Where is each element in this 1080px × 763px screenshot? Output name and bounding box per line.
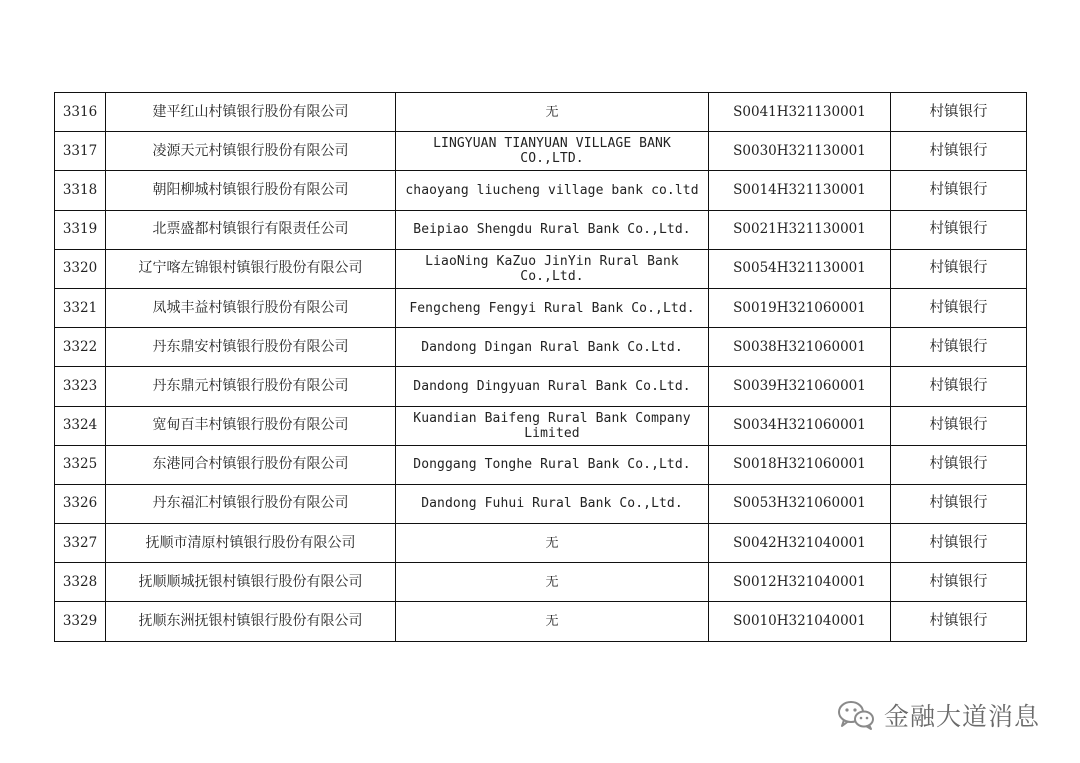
row-number-cell: 3326 — [55, 484, 106, 523]
institution-code-cell: S0039H321060001 — [709, 367, 891, 406]
table-row — [55, 328, 1027, 367]
institution-type-cell: 村镇银行 — [891, 406, 1027, 445]
table-row — [55, 93, 1027, 132]
english-name-cell: Kuandian Baifeng Rural Bank Company Limited — [396, 406, 709, 445]
table-row — [55, 132, 1027, 171]
institution-type-cell: 村镇银行 — [891, 484, 1027, 523]
bank-name-cell: 丹东鼎元村镇银行股份有限公司 — [106, 367, 396, 406]
institution-code-cell: S0041H321130001 — [709, 93, 891, 132]
institution-type-cell: 村镇银行 — [891, 132, 1027, 171]
institution-type-cell: 村镇银行 — [891, 210, 1027, 249]
table-row — [55, 406, 1027, 445]
bank-name-cell: 抚顺顺城抚银村镇银行股份有限公司 — [106, 563, 396, 602]
institution-code-cell: S0019H321060001 — [709, 288, 891, 327]
english-name-cell: 无 — [396, 524, 709, 563]
english-name-cell: 无 — [396, 93, 709, 132]
english-name-cell: Dandong Dingan Rural Bank Co.Ltd. — [396, 328, 709, 367]
row-number-cell: 3325 — [55, 445, 106, 484]
institution-code-cell: S0012H321040001 — [709, 563, 891, 602]
bank-name-cell: 凤城丰益村镇银行股份有限公司 — [106, 288, 396, 327]
row-number-cell: 3323 — [55, 367, 106, 406]
table-row — [55, 249, 1027, 288]
english-name-cell: chaoyang liucheng village bank co.ltd — [396, 171, 709, 210]
institution-type-cell: 村镇银行 — [891, 367, 1027, 406]
english-name-cell: Dandong Dingyuan Rural Bank Co.Ltd. — [396, 367, 709, 406]
table-row — [55, 367, 1027, 406]
institution-code-cell: S0042H321040001 — [709, 524, 891, 563]
english-name-cell: 无 — [396, 602, 709, 641]
bank-name-cell: 宽甸百丰村镇银行股份有限公司 — [106, 406, 396, 445]
table-row — [55, 171, 1027, 210]
institution-code-cell: S0034H321060001 — [709, 406, 891, 445]
institution-type-cell: 村镇银行 — [891, 524, 1027, 563]
watermark-text: 金融大道消息 — [884, 702, 1041, 731]
institution-type-cell: 村镇银行 — [891, 328, 1027, 367]
english-name-cell: Dandong Fuhui Rural Bank Co.,Ltd. — [396, 484, 709, 523]
english-name-cell: LiaoNing KaZuo JinYin Rural Bank Co.,Ltd. — [396, 249, 709, 288]
table-row — [55, 445, 1027, 484]
bank-name-cell: 东港同合村镇银行股份有限公司 — [106, 445, 396, 484]
row-number-cell: 3316 — [55, 93, 106, 132]
bank-name-cell: 抚顺市清原村镇银行股份有限公司 — [106, 524, 396, 563]
english-name-cell: Fengcheng Fengyi Rural Bank Co.,Ltd. — [396, 288, 709, 327]
institution-code-cell: S0054H321130001 — [709, 249, 891, 288]
bank-name-cell: 抚顺东洲抚银村镇银行股份有限公司 — [106, 602, 396, 641]
table-row — [55, 210, 1027, 249]
row-number-cell: 3317 — [55, 132, 106, 171]
table-row — [55, 484, 1027, 523]
watermark — [836, 696, 1040, 734]
bank-name-cell: 北票盛都村镇银行有限责任公司 — [106, 210, 396, 249]
institution-code-cell: S0018H321060001 — [709, 445, 891, 484]
bank-name-cell: 辽宁喀左锦银村镇银行股份有限公司 — [106, 249, 396, 288]
bank-name-cell: 丹东鼎安村镇银行股份有限公司 — [106, 328, 396, 367]
institution-code-cell: S0053H321060001 — [709, 484, 891, 523]
english-name-cell: Beipiao Shengdu Rural Bank Co.,Ltd. — [396, 210, 709, 249]
bank-table — [54, 92, 1027, 642]
row-number-cell: 3318 — [55, 171, 106, 210]
institution-type-cell: 村镇银行 — [891, 288, 1027, 327]
row-number-cell: 3324 — [55, 406, 106, 445]
row-number-cell: 3320 — [55, 249, 106, 288]
row-number-cell: 3328 — [55, 563, 106, 602]
institution-code-cell: S0030H321130001 — [709, 132, 891, 171]
institution-code-cell: S0021H321130001 — [709, 210, 891, 249]
institution-type-cell: 村镇银行 — [891, 445, 1027, 484]
bank-table-body — [55, 93, 1027, 642]
table-row — [55, 288, 1027, 327]
row-number-cell: 3329 — [55, 602, 106, 641]
table-row — [55, 602, 1027, 641]
row-number-cell: 3319 — [55, 210, 106, 249]
table-row — [55, 563, 1027, 602]
bank-name-cell: 丹东福汇村镇银行股份有限公司 — [106, 484, 396, 523]
institution-code-cell: S0010H321040001 — [709, 602, 891, 641]
institution-code-cell: S0038H321060001 — [709, 328, 891, 367]
institution-type-cell: 村镇银行 — [891, 171, 1027, 210]
bank-name-cell: 凌源天元村镇银行股份有限公司 — [106, 132, 396, 171]
bank-name-cell: 建平红山村镇银行股份有限公司 — [106, 93, 396, 132]
bank-name-cell: 朝阳柳城村镇银行股份有限公司 — [106, 171, 396, 210]
table-row — [55, 524, 1027, 563]
row-number-cell: 3327 — [55, 524, 106, 563]
institution-type-cell: 村镇银行 — [891, 563, 1027, 602]
bank-list-sheet — [54, 92, 1026, 642]
english-name-cell: Donggang Tonghe Rural Bank Co.,Ltd. — [396, 445, 709, 484]
institution-type-cell: 村镇银行 — [891, 93, 1027, 132]
institution-code-cell: S0014H321130001 — [709, 171, 891, 210]
row-number-cell: 3321 — [55, 288, 106, 327]
institution-type-cell: 村镇银行 — [891, 249, 1027, 288]
english-name-cell: 无 — [396, 563, 709, 602]
institution-type-cell: 村镇银行 — [891, 602, 1027, 641]
english-name-cell: LINGYUAN TIANYUAN VILLAGE BANK CO.,LTD. — [396, 132, 709, 171]
row-number-cell: 3322 — [55, 328, 106, 367]
wechat-icon — [836, 699, 876, 731]
